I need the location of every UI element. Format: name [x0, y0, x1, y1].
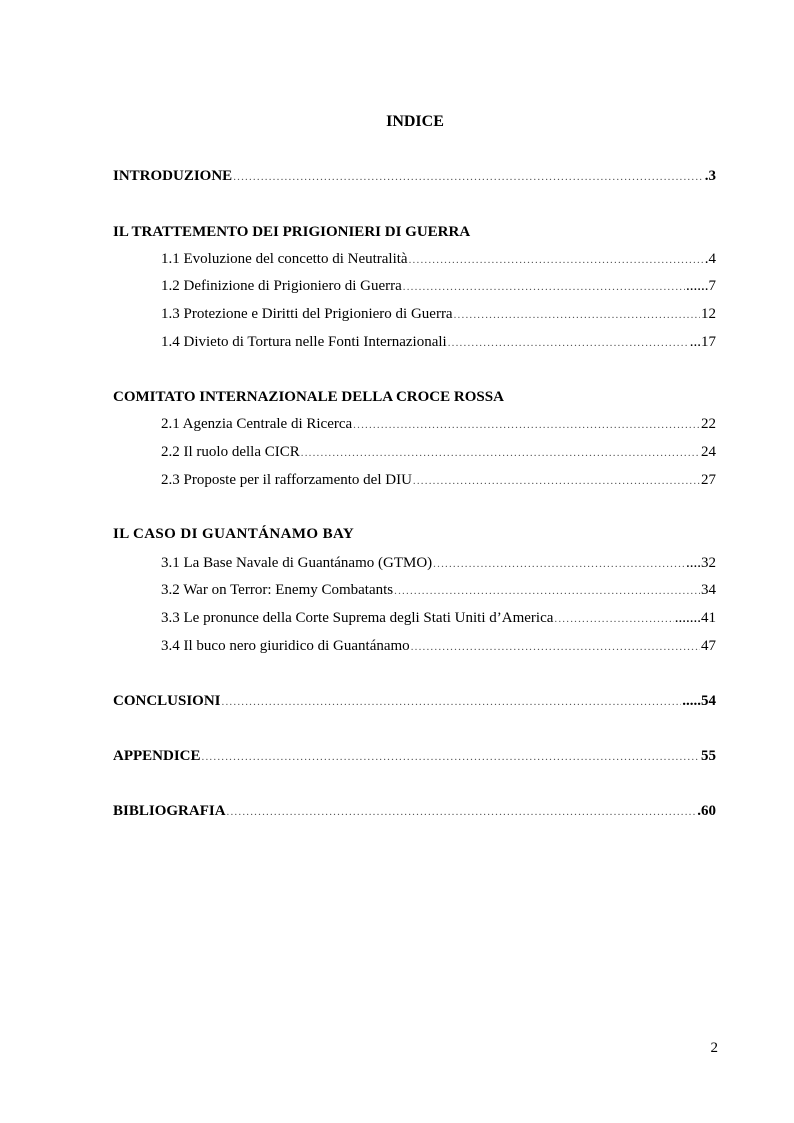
section-heading-prigionieri: IL TRATTEMENTO DEI PRIGIONIERI DI GUERRA	[113, 224, 471, 240]
dot-leader	[227, 806, 697, 818]
toc-entry-1-2[interactable]	[161, 278, 716, 295]
toc-entry-3-3[interactable]	[161, 610, 716, 627]
toc-entry-appendice[interactable]	[113, 748, 716, 765]
toc-entry-2-3[interactable]	[161, 472, 716, 489]
toc-entry-bibliografia[interactable]	[113, 803, 716, 820]
toc-entry-page: 12	[701, 306, 716, 322]
toc-entry-label: 3.2 War on Terror: Enemy Combatants	[161, 582, 394, 598]
toc-entry-page: 22	[701, 416, 716, 432]
toc-entry-page: ...17	[689, 334, 716, 350]
page-title: INDICE	[386, 113, 444, 130]
toc-entry-label: 3.3 Le pronunce della Corte Suprema degli Stati Uniti d’America	[161, 610, 554, 626]
section-heading-croce-rossa: COMITATO INTERNAZIONALE DELLA CROCE ROSSA	[113, 389, 504, 405]
toc-entry-conclusioni[interactable]	[113, 693, 716, 710]
dot-leader	[413, 475, 700, 487]
toc-entry-label: 2.2 Il ruolo della CICR	[161, 444, 300, 460]
toc-entry-page: .......41	[674, 610, 716, 626]
toc-entry-label: 2.3 Proposte per il rafforzamento del DIU	[161, 472, 412, 488]
toc-entry-label: INTRODUZIONE	[113, 168, 233, 184]
dot-leader	[202, 751, 700, 763]
toc-entry-label: 2.1 Agenzia Centrale di Ricerca	[161, 416, 353, 432]
toc-entry-page: 55	[701, 748, 716, 764]
dot-leader	[394, 585, 700, 597]
dot-leader	[448, 337, 689, 349]
toc-entry-label: CONCLUSIONI	[113, 693, 221, 709]
toc-entry-label: 1.1 Evoluzione del concetto di Neutralità	[161, 251, 408, 267]
toc-entry-page: 34	[701, 582, 716, 598]
toc-entry-page: 27	[701, 472, 716, 488]
toc-entry-introduzione[interactable]	[113, 168, 716, 185]
toc-entry-3-2[interactable]	[161, 582, 716, 599]
toc-entry-2-1[interactable]	[161, 416, 716, 433]
toc-entry-label: 3.1 La Base Navale di Guantánamo (GTMO)	[161, 555, 433, 571]
dot-leader	[233, 171, 704, 183]
toc-entry-3-4[interactable]	[161, 638, 716, 655]
section-heading-guantanamo: IL CASO DI GUANTÁNAMO BAY	[113, 526, 355, 542]
dot-leader	[222, 696, 682, 708]
toc-entry-page: .4	[704, 251, 716, 267]
toc-entry-label: 1.3 Protezione e Diritti del Prigioniero di Guerra	[161, 306, 453, 322]
toc-entry-page: 24	[701, 444, 716, 460]
dot-leader	[454, 309, 700, 321]
toc-entry-label: APPENDICE	[113, 748, 201, 764]
toc-entry-page: .3	[704, 168, 716, 184]
toc-entry-page: ....32	[686, 555, 716, 571]
toc-entry-3-1[interactable]	[161, 555, 716, 572]
dot-leader	[409, 254, 704, 266]
toc-entry-label: BIBLIOGRAFIA	[113, 803, 226, 819]
toc-entry-page: 47	[701, 638, 716, 654]
dot-leader	[433, 558, 685, 570]
dot-leader	[554, 613, 673, 625]
dot-leader	[301, 447, 700, 459]
toc-entry-label: 1.4 Divieto di Tortura nelle Fonti Internazionali	[161, 334, 447, 350]
toc-entry-label: 1.2 Definizione di Prigioniero di Guerra	[161, 278, 402, 294]
toc-entry-1-1[interactable]	[161, 251, 716, 268]
toc-entry-page: ......7	[686, 278, 716, 294]
page-number: 2	[710, 1040, 718, 1056]
toc-entry-page: .60	[697, 803, 716, 819]
toc-entry-label: 3.4 Il buco nero giuridico di Guantánamo	[161, 638, 410, 654]
dot-leader	[411, 641, 700, 653]
toc-entry-page: .....54	[682, 693, 716, 709]
dot-leader	[403, 281, 685, 293]
dot-leader	[353, 419, 700, 431]
toc-entry-1-3[interactable]	[161, 306, 716, 323]
toc-entry-1-4[interactable]	[161, 334, 716, 351]
toc-entry-2-2[interactable]	[161, 444, 716, 461]
